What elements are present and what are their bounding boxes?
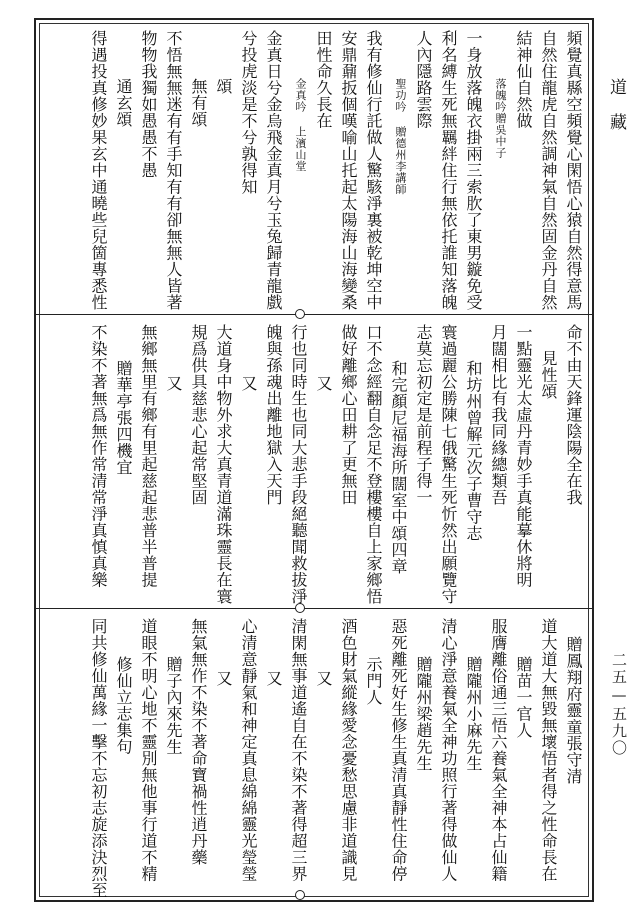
section-heading: 又: [164, 375, 183, 392]
section-heading: 又: [214, 670, 233, 687]
text-column: 做好離鄉心田耕了更無田: [339, 324, 358, 506]
poem-heading: 無有頌: [189, 78, 208, 128]
page-number: 二五—五九〇: [610, 652, 628, 757]
text-column: 道大道大無毀無壞悟者得之性命長在: [539, 618, 558, 882]
book-title: 道藏: [606, 78, 626, 148]
poem-heading: 通玄頌: [114, 78, 133, 128]
text-column: 命不由天鋒運陰陽全在我: [564, 324, 583, 506]
poem-heading: 贈子內來先生: [164, 656, 183, 755]
text-column: 田性命久長在: [314, 30, 333, 129]
text-column: 酒色財氣縱緣愛念憂愁思慮非道識見: [339, 618, 358, 882]
text-column: 得遇投真修妙果玄中通曉些兒箇專悉性: [89, 30, 108, 311]
text-column: 清閑無事道遙自在不染不著得超三界: [289, 618, 308, 882]
text-column: 我有修仙行託做人驚駭淨裏被乾坤空中: [364, 30, 383, 311]
text-column: 頻覺真縣空頻覺心閑悟心猿自然得意馬: [564, 30, 583, 311]
text-column: 行也同時生也同大悲手段絕聽聞救拔淨: [289, 324, 308, 605]
text-column: 一點靈光太虛丹青妙手真能摹休將明: [514, 324, 533, 588]
text-column: 無氣無作不染不著命寶禍性逍丹藥: [189, 618, 208, 866]
text-column: 口不念經翻自念足不登樓樓自上家鄉悟: [364, 324, 383, 605]
text-column: 金真日兮金烏飛金真月兮玉兔歸青龍戲: [264, 30, 283, 311]
text-column: 大道身中物外求大真青道滿珠靈長在寰: [214, 324, 233, 605]
text-column: 魄與孫魂出離地獄入天門: [264, 324, 283, 506]
section-heading: 又: [239, 375, 258, 392]
text-column: 自然住龍虎自然調神氣自然固金丹自然: [539, 30, 558, 311]
poem-heading: 聖功吟 贈德州李講師: [394, 78, 407, 195]
text-column: 安鼎鼐扳個嘆喻山托起太陽海山海變桑: [339, 30, 358, 311]
register-circle-icon: [295, 603, 305, 613]
text-frame: [34, 18, 594, 902]
text-column: 寰過麗公勝陳七俄驚生死忻然出願覽守: [439, 324, 458, 605]
section-heading: 又: [264, 670, 283, 687]
poem-heading: 示門人: [364, 656, 383, 706]
poem-heading: 落魄吟贈吳中子: [494, 78, 507, 159]
text-column: 清心淨意養氣全神功照行著得做仙人: [439, 618, 458, 882]
poem-heading: 和坊州曾解元次子曹守志: [464, 360, 483, 542]
poem-heading: 和完顏尼福海所闊室中頌四章: [389, 360, 408, 575]
section-divider: [36, 314, 592, 315]
poem-heading: 贈鳳翔府靈童張守清: [564, 636, 583, 785]
section-divider: [36, 608, 592, 609]
text-column: 月闊相比有我同緣總類吾: [489, 324, 508, 506]
poem-heading: 贈華亭張四機宜: [114, 360, 133, 476]
text-column: 不染不著無爲無作常清常淨真慎真樂: [89, 324, 108, 588]
poem-heading: 金真吟 上濱山堂: [294, 78, 307, 172]
section-heading: 頌: [214, 78, 233, 95]
text-column: 道眼不明心地不靈別無他事行道不精: [139, 618, 158, 882]
poem-heading: 贈隴州梁趙先生: [414, 656, 433, 772]
section-heading: 又: [314, 670, 333, 687]
text-column: 志莫忘初定是前程子得一: [414, 324, 433, 506]
poem-heading: 贈苗一官人: [514, 656, 533, 739]
text-column: 物物我獨如愚愚不愚: [139, 30, 158, 179]
poem-heading: 贈隴州小麻先生: [464, 656, 483, 772]
poem-heading: 見性頌: [539, 350, 558, 400]
register-circle-icon: [295, 309, 305, 319]
text-column: 無鄉無里有鄉有里起慈起悲普半普提: [139, 324, 158, 588]
poem-heading: 修仙立志集句: [114, 656, 133, 755]
text-column: 規爲供具慈悲心起常堅固: [189, 324, 208, 506]
text-column: 利名縛生死無羈絆住行無依托誰知落魄: [439, 30, 458, 311]
section-heading: 又: [314, 375, 333, 392]
register-circle-icon: [295, 890, 305, 900]
text-column: 人內隱路雲際: [414, 30, 433, 129]
text-column: 同共修仙萬緣一擊不忘初志旋添決烈至: [89, 618, 108, 899]
text-column: 兮投虎淡是不兮孰得知: [239, 30, 258, 195]
text-column: 惡死離死好生修生真清真靜性住命停: [389, 618, 408, 882]
text-column: 結神仙自然做: [514, 30, 533, 129]
text-column: 不悟無無迷有有手知有有卻無無人皆著: [164, 30, 183, 311]
text-column: 服膺離俗通三悟六養氣全神本占仙籍: [489, 618, 508, 882]
text-column: 心清意靜氣和神定真息綿綿靈光瑩瑩: [239, 618, 258, 882]
text-column: 一身放落魄衣掛兩三索肷了東男鏇免受: [464, 30, 483, 311]
